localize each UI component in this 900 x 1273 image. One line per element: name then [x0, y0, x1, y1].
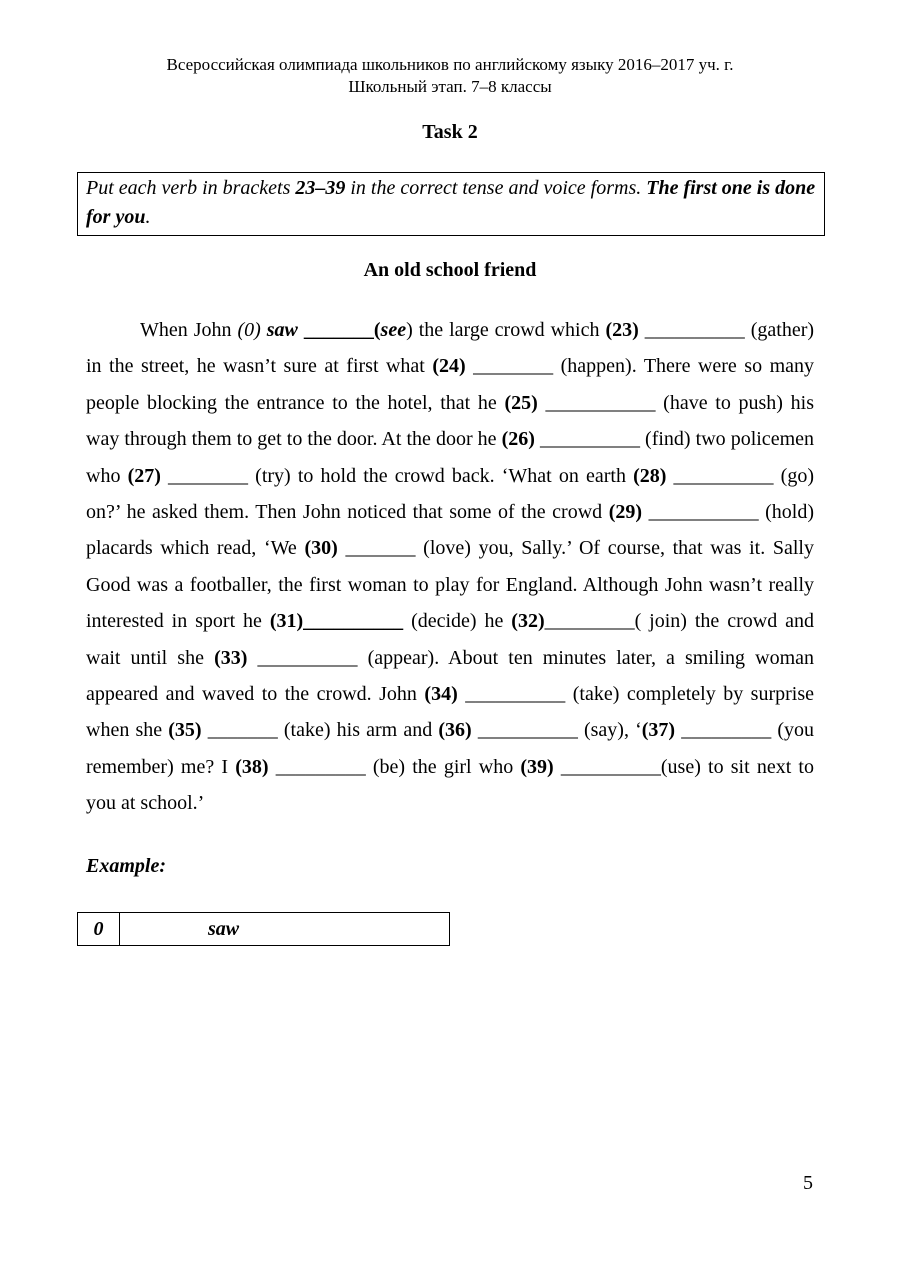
example-blank: _______(	[303, 319, 381, 341]
gap-number-29: (29)	[608, 501, 643, 524]
example-verb: see	[380, 319, 407, 341]
gap-number-0: (0)	[237, 319, 261, 341]
gap-number-25: (25)	[504, 391, 538, 414]
gap-number-33: (33)	[214, 646, 248, 669]
story-segment: ___________ (hold) placards which read, ‘We	[86, 501, 814, 560]
example-answer-inline: saw	[266, 319, 298, 341]
gap-number-23: (23)	[605, 319, 639, 341]
story-segment: ________ (happen). There were so many people blocking the entrance to the hotel, that he	[86, 355, 814, 414]
task-title: Task 2	[422, 121, 478, 143]
example-answer-number: 0	[78, 913, 120, 945]
story-segment: _________( join) the crowd and wait until she	[86, 610, 814, 669]
story-segment: _______ (take) his arm and	[201, 719, 439, 742]
story-segment: __________ (gather) in the street, he wasn’t sure at first what	[86, 319, 815, 378]
story-segment: __________ (find) two policemen who	[86, 428, 814, 487]
instruction-text-2: in the correct tense and voice forms.	[345, 177, 647, 199]
gap-number-31: (31)__________	[269, 610, 404, 633]
story-segment: __________ (say), ‘	[471, 719, 642, 742]
gap-number-36: (36)	[438, 719, 472, 742]
story-text	[86, 312, 814, 822]
instruction-text-1: Put each verb in brackets	[86, 177, 296, 199]
story-segment: __________(use) to sit next to you at school.’	[86, 755, 814, 815]
header-line-1: Всероссийская олимпиада школьников по английскому языку 2016–2017 уч. г.	[166, 55, 734, 74]
story-segment: ) the large crowd which	[406, 319, 606, 341]
story-segment: _______ (love) you, Sally.’ Of course, that was it. Sally Good was a footballer, the first woman to play for England. Although John wasn’t really interested in sport he	[86, 537, 814, 633]
story-segment: When John	[140, 319, 238, 341]
gap-number-30: (30)	[304, 537, 338, 560]
instruction-box	[77, 172, 825, 236]
header-line-2: Школьный этап. 7–8 классы	[348, 77, 552, 96]
page-number: 5	[803, 1172, 813, 1194]
story-segment: __________ (take) completely by surprise when she	[86, 683, 814, 742]
gap-number-38: (38)	[235, 755, 269, 778]
story-segment: ________ (try) to hold the crowd back. ‘What on earth	[160, 464, 634, 487]
instruction-range: 23–39	[295, 177, 346, 199]
gap-number-28: (28)	[633, 464, 667, 487]
story-segment: __________ (go) on?’ he asked them. Then John noticed that some of the crowd	[86, 464, 814, 524]
story-segment: ___________ (have to push) his way through them to get to the door. At the door he	[86, 391, 814, 451]
gap-number-35: (35)	[168, 719, 202, 742]
gap-number-24: (24)	[432, 355, 466, 378]
page-header	[0, 54, 900, 98]
story-segment: __________ (appear). About ten minutes later, a smiling woman appeared and waved to the crowd. John	[86, 646, 815, 706]
story-segment: _________ (you remember) me? I	[86, 719, 815, 778]
example-label: Example:	[86, 855, 166, 877]
gap-number-34: (34)	[424, 683, 458, 706]
gap-number-37: (37)	[641, 719, 676, 742]
story-segment: _________ (be) the girl who	[268, 755, 521, 778]
instruction-bold-note: The first one is done for you	[86, 177, 816, 228]
example-answer-table	[77, 912, 450, 946]
gap-number-39: (39)	[520, 755, 554, 778]
story-title: An old school friend	[363, 259, 537, 281]
gap-number-27: (27)	[127, 464, 161, 487]
story-segment: (decide) he	[403, 610, 512, 633]
example-answer-word: saw	[208, 917, 240, 940]
gap-number-26: (26)	[501, 428, 535, 451]
instruction-end: .	[145, 206, 151, 228]
gap-number-32: (32)	[511, 610, 545, 633]
